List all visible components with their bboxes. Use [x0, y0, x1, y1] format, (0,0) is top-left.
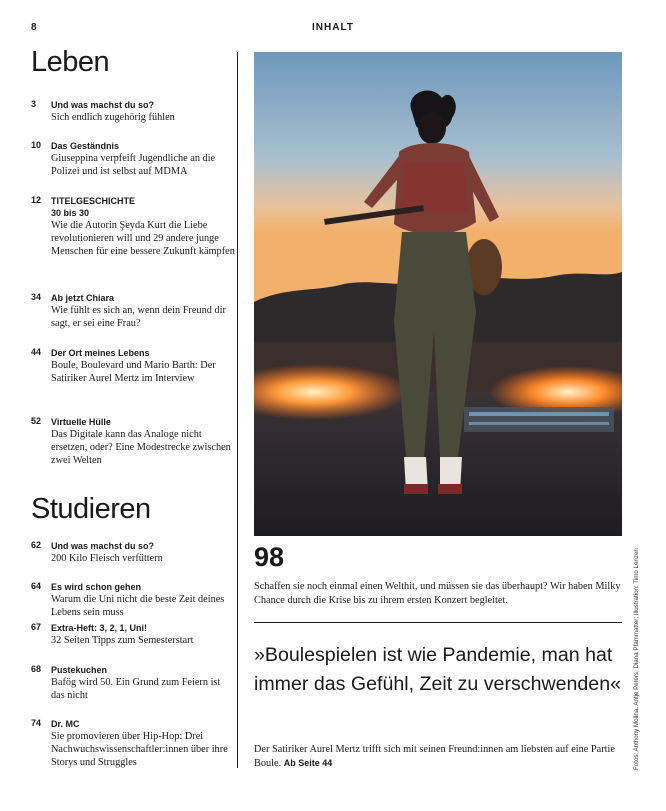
pull-quote: »Boulespielen ist wie Pandemie, man hat immer das Gefühl, Zeit zu verschwenden«	[254, 644, 622, 695]
toc-entry-kicker: TITELGESCHICHTE	[51, 196, 136, 206]
toc-entry[interactable]	[31, 416, 236, 467]
pull-quote-page-ref[interactable]: Ab Seite 44	[283, 757, 333, 768]
toc-entry-title: Dr. MC	[51, 719, 80, 729]
toc-entry-title: Und was machst du so?	[51, 541, 155, 551]
feature-page-number: 98	[254, 542, 285, 572]
toc-entry-title: Der Ort meines Lebens	[51, 348, 150, 358]
toc-entry-title: Extra-Heft: 3, 2, 1, Uni!	[51, 623, 148, 633]
toc-entry-title: 30 bis 30	[51, 208, 90, 218]
pull-quote-caption-text: Der Satiriker Aurel Mertz trifft sich mit seinen Freund:innen am liebsten auf eine Partie Boule.	[254, 744, 615, 769]
toc-entry-description: Wie die Autorin Şeyda Kurt die Liebe revolutionieren will und 29 andere junge Menschen für eine bessere Zukunft kämpfen	[51, 220, 235, 257]
toc-entry-title: Pustekuchen	[51, 665, 108, 675]
column-divider	[237, 52, 238, 768]
toc-entry[interactable]	[31, 718, 236, 769]
toc-entry[interactable]	[31, 622, 236, 647]
toc-page-number: 74	[31, 718, 42, 728]
horizontal-rule	[254, 622, 622, 623]
toc-entry-title: Es wird schon gehen	[51, 582, 142, 592]
toc-entry-description: 200 Kilo Fleisch verfüttern	[51, 553, 163, 564]
toc-entry[interactable]	[31, 581, 236, 619]
photo-credits-text: Fotos: Anthony Molina, Antje Peters, Diana Pfammatter; Illustration: Timo Lenzen	[633, 548, 640, 770]
toc-entry-description: Sie promovieren über Hip-Hop: Drei Nachwuchswissenschaftler:innen über ihre Storys und Struggles	[51, 731, 228, 768]
toc-entry-title: Und was machst du so?	[51, 100, 155, 110]
feature-teaser: Schaffen sie noch einmal einen Welthit, und müssen sie das überhaupt? Wir haben Milky Chance durch die Krise bis zu ihrem ersten Konzert begleitet.	[254, 581, 621, 606]
toc-entry-description: Boule, Boulevard und Mario Barth: Der Satiriker Aurel Mertz im Interview	[51, 360, 216, 384]
section-title-studieren: Studieren	[31, 493, 151, 525]
toc-entry[interactable]	[31, 664, 236, 702]
toc-page-number: 12	[31, 195, 42, 205]
section-title-leben: Leben	[31, 46, 110, 78]
toc-page-number: 34	[31, 292, 42, 302]
toc-entry[interactable]	[31, 347, 236, 385]
toc-entry[interactable]	[31, 292, 236, 330]
photo-credits	[630, 540, 642, 770]
toc-entry-title: Ab jetzt Chiara	[51, 293, 115, 303]
toc-page-number: 3	[31, 99, 37, 109]
toc-page-number: 44	[31, 347, 42, 357]
toc-entry-description: Das Digitale kann das Analoge nicht ersetzen, oder? Eine Modestrecke zwischen zwei Welten	[51, 429, 231, 466]
toc-page-number: 67	[31, 622, 42, 632]
toc-page-number: 64	[31, 581, 42, 591]
toc-entry[interactable]	[31, 195, 236, 258]
toc-page-number: 62	[31, 540, 42, 550]
pull-quote-caption	[254, 743, 624, 770]
toc-entry-title: Virtuelle Hülle	[51, 417, 111, 427]
toc-entry[interactable]	[31, 540, 236, 565]
toc-entry-description: Warum die Uni nicht die beste Zeit deines Lebens sein muss	[51, 594, 225, 618]
toc-entry-description: Bafög wird 50. Ein Grund zum Feiern ist das nicht	[51, 677, 221, 701]
page-number: 8	[31, 22, 37, 33]
concert-photo	[254, 52, 622, 536]
toc-entry-title: Das Geständnis	[51, 141, 120, 151]
toc-entry-description: 32 Seiten Tipps zum Semesterstart	[51, 635, 194, 646]
toc-entry-description: Sich endlich zugehörig fühlen	[51, 112, 175, 123]
toc-entry[interactable]	[31, 140, 236, 178]
toc-entry-description: Giuseppina verpfeift Jugendliche an die Polizei und ist selbst auf MDMA	[51, 153, 216, 177]
toc-page-number: 68	[31, 664, 42, 674]
toc-entry[interactable]	[31, 99, 236, 124]
toc-page-number: 52	[31, 416, 42, 426]
toc-entry-description: Wie fühlt es sich an, wenn dein Freund dir sagt, er sei eine Frau?	[51, 305, 226, 329]
running-head: INHALT	[312, 22, 354, 33]
toc-page-number: 10	[31, 140, 42, 150]
